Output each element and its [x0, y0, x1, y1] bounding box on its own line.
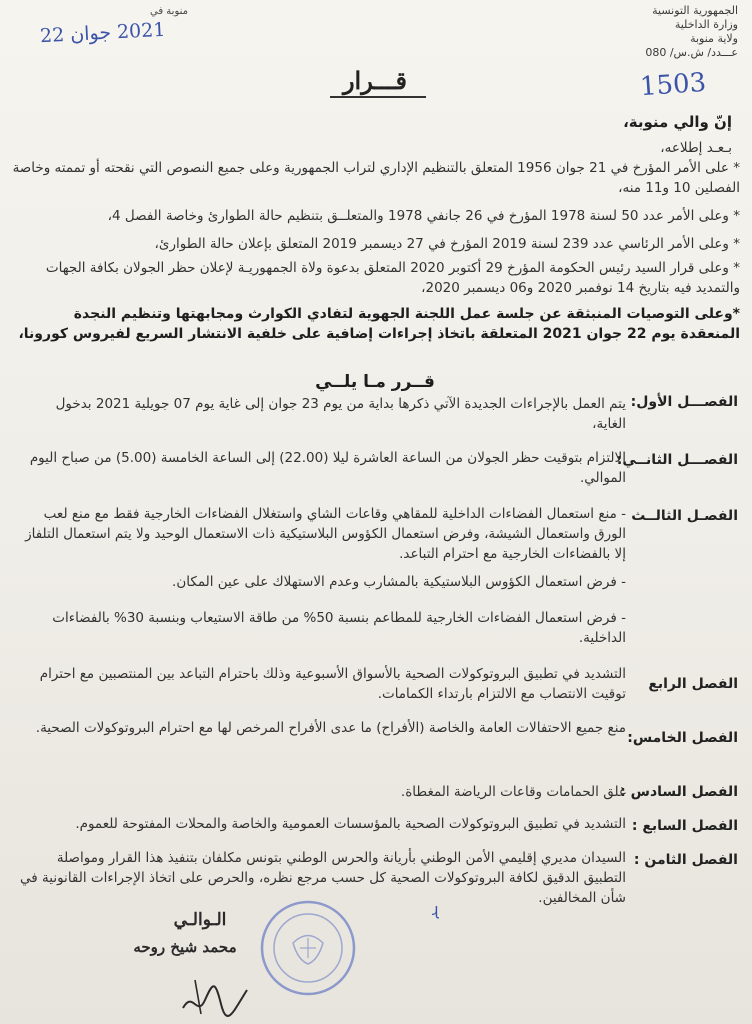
- article-3-item-3: - فرض استعمال الفضاءات الخارجية للمطاعم بنسبة 50% من طاقة الاستيعاب وبنسبة 30% بالفضاءات الداخلية.: [52, 610, 626, 646]
- after-review-line: بـعـد إطلاعه،: [660, 140, 732, 156]
- signatory-name: محمد شيخ روحه: [133, 938, 237, 956]
- article-4-heading: الفصل الرابع: [648, 676, 738, 692]
- article-7-text: التشديد في تطبيق البروتوكولات الصحية بالمؤسسات العمومية والخاصة والمحلات المفتوحة للعموم.: [75, 816, 626, 832]
- article-8-heading: الفصل الثامن :: [633, 852, 738, 868]
- official-seal: [258, 898, 358, 998]
- recital-2: * وعلى الأمر عدد 50 لسنة 1978 المؤرخ في 26 جانفي 1978 والمتعلــق بتنظيم حالة الطوارئ وخاصة الفصل 4،: [107, 208, 740, 224]
- republic-line: الجمهورية التونسية: [652, 4, 738, 17]
- handwritten-mark: ɻ: [432, 900, 439, 919]
- article-6-text: غلق الحمامات وقاعات الرياضة المغطاة.: [400, 784, 626, 800]
- article-3-heading: الفصـل الثالــث: [631, 508, 738, 524]
- title-underline: [330, 96, 426, 98]
- recital-recommendations: *وعلى التوصيات المنبثقة عن جلسة عمل اللجنة الجهوية لتفادي الكوارث ومجابهتها وتنظيم النجدة المنعقدة يوم 22 جوان 2021 المتعلقة باتخاذ إجراءات إضافية على خلفية الانتشار السريع لفيروس كورونا،: [18, 306, 740, 342]
- article-5-text: منع جميع الاحتفالات العامة والخاصة (الأفراح) ما عدى الأفراح المرخص لها مع احترام البروتوكولات الصحية.: [35, 720, 626, 736]
- decision-title: قـــرار: [342, 66, 408, 95]
- article-7-heading: الفصل السابع :: [631, 818, 738, 834]
- article-8-text: السيدان مديري إقليمي الأمن الوطني بأريانة والحرس الوطني بتونس مكلفان بتنفيذ هذا القرار ومواصلة التطبيق الدقيق لكافة البروتوكولات الصحية كل حسب مرجع نظره، والحرص على اتخاذ الإجراءات القانونية في شأن المخالفين.: [20, 850, 626, 906]
- article-2-heading: الفصـــل الثانــي:: [616, 452, 738, 468]
- ministry-line: وزارة الداخلية: [674, 18, 738, 31]
- decides-heading: قــرر مـا يلــي: [315, 372, 435, 392]
- article-6-heading: الفصل السادس :: [620, 784, 738, 800]
- article-1-text: يتم العمل بالإجراءات الجديدة الآتي ذكرها بداية من يوم 23 جوان إلى غاية يوم 07 جويلية 2021 بدخول الغاية،: [55, 396, 626, 432]
- recital-1: * على الأمر المؤرخ في 21 جوان 1956 المتعلق بالتنظيم الإداري لتراب الجمهورية وعلى جميع النصوص التي نقحته أو تممته وخاصة الفصلين 10 و11 منه،: [12, 160, 740, 196]
- article-2-text: الالتزام بتوقيت حظر الجولان من الساعة العاشرة ليلا (22.00) إلى الساعة الخامسة (5.00) من صباح اليوم الموالي.: [29, 450, 626, 486]
- signatory-title: الـوالـي: [173, 910, 227, 930]
- article-4-text: التشديد في تطبيق البروتوكولات الصحية بالأسواق الأسبوعية وذلك باحترام التباعد بين المنتصبين مع احترام توقيت الانتصاب مع الالتزام بارتداء الكمامات.: [39, 666, 626, 702]
- article-3-item-1: - منع استعمال الفضاءات الداخلية للمقاهي وقاعات الشاي واستغلال الفضاءات الخارجية فقط مع منع لعب الورق واستعمال الشيشة، وفرض استعمال الكؤوس البلاستيكية ذات الاستعمال الوحيد ولا يتم استعمال التلفاز إلا بالفضاءات الخارجية مع احترام التباعد.: [25, 506, 626, 562]
- governorate-line: ولاية منوبة: [690, 32, 738, 45]
- handwritten-reference: 1503: [639, 67, 708, 103]
- reference-line: عـــدد/ ش.س/ 080: [645, 46, 738, 59]
- issuer-line: إنّ والي منوبة،: [623, 113, 732, 131]
- article-3-item-2: - فرض استعمال الكؤوس البلاستيكية بالمشارب وعدم الاستهلاك على عين المكان.: [172, 574, 626, 590]
- article-5-heading: الفصل الخامس:: [627, 730, 738, 746]
- article-1-heading: الفصـــل الأول:: [630, 394, 738, 410]
- letterhead: [588, 4, 738, 60]
- recital-3: * وعلى الأمر الرئاسي عدد 239 لسنة 2019 المؤرخ في 27 ديسمبر 2019 المتعلق بإعلان حالة الطوارئ،: [154, 236, 740, 252]
- place-line: منوبة في: [150, 6, 188, 17]
- handwritten-date: 2021 جوان 22: [39, 18, 166, 48]
- recital-4: * وعلى قرار السيد رئيس الحكومة المؤرخ 29 أكتوبر 2020 المتعلق بدعوة ولاة الجمهوريـة لإعلان حظر الجولان بكافة الجهات والتمديد فيه بتاريخ 14 نوفمبر 2020 و06 ديسمبر 2020،: [45, 260, 740, 296]
- handwritten-signature: [175, 960, 255, 1020]
